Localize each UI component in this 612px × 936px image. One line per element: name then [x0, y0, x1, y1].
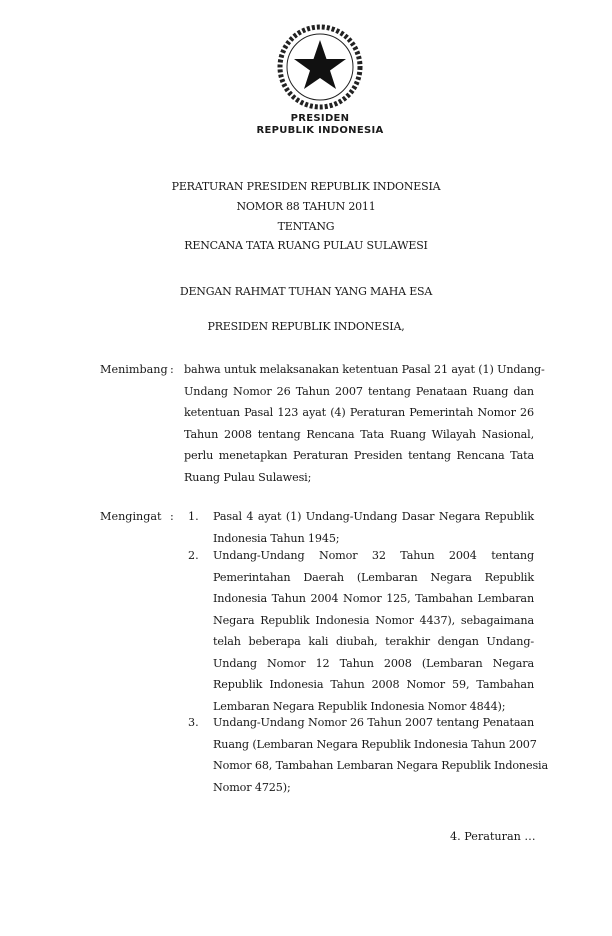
text-line: bahwa untuk melaksanakan ketentuan Pasal 21 ayat (1) Undang-: [184, 363, 545, 376]
text-line: ketentuan Pasal 123 ayat (4) Peraturan Pemerintah Nomor 26: [184, 406, 534, 419]
list-item-number: 3.: [188, 716, 199, 729]
text-line: Undang-Undang Nomor 32 Tahun 2004 tentang: [213, 549, 534, 562]
text-line: Tahun 2008 tentang Rencana Tata Ruang Wilayah Nasional,: [184, 427, 534, 441]
emblem-title: PRESIDEN: [290, 113, 350, 124]
text-line: Ruang (Lembaran Negara Republik Indonesia Tahun 2007: [213, 737, 537, 751]
list-item-number: 1.: [188, 510, 199, 523]
menimbang-colon: :: [170, 363, 174, 376]
regulation-about: TENTANG: [277, 220, 335, 233]
text-line: Pasal 4 ayat (1) Undang-Undang Dasar Negara Republik: [213, 510, 534, 523]
text-line: Nomor 68, Tambahan Lembaran Negara Republik Indonesia: [213, 759, 548, 772]
regulation-title: PERATURAN PRESIDEN REPUBLIK INDONESIA: [171, 180, 441, 193]
menimbang-label: Menimbang: [100, 363, 168, 376]
text-line: Ruang Pulau Sulawesi;: [184, 470, 312, 484]
continuation-text: 4. Peraturan …: [450, 830, 536, 843]
issuer: PRESIDEN REPUBLIK INDONESIA,: [207, 320, 405, 333]
text-line: telah beberapa kali diubah, terakhir dengan Undang-: [213, 635, 534, 648]
text-line: Undang Nomor 26 Tahun 2007 tentang Penataan Ruang dan: [184, 384, 534, 398]
text-line: Pemerintahan Daerah (Lembaran Negara Republik: [213, 570, 534, 584]
emblem-icon: [275, 22, 365, 112]
list-item-number: 2.: [188, 549, 199, 562]
mengingat-label: Mengingat: [100, 510, 162, 523]
mengingat-colon: :: [170, 510, 174, 523]
text-line: Indonesia Tahun 2004 Nomor 125, Tambahan Lembaran: [213, 592, 534, 605]
text-line: Negara Republik Indonesia Nomor 4437), sebagaimana: [213, 613, 534, 627]
text-line: perlu menetapkan Peraturan Presiden tentang Rencana Tata: [184, 449, 534, 462]
regulation-number: NOMOR 88 TAHUN 2011: [236, 200, 376, 213]
regulation-subject: RENCANA TATA RUANG PULAU SULAWESI: [184, 239, 428, 252]
text-line: Republik Indonesia Tahun 2008 Nomor 59, Tambahan: [213, 678, 534, 691]
text-line: Indonesia Tahun 1945;: [213, 531, 340, 545]
blessing: DENGAN RAHMAT TUHAN YANG MAHA ESA: [179, 285, 433, 298]
text-line: Undang-Undang Nomor 26 Tahun 2007 tentang Penataan: [213, 716, 534, 729]
emblem-subtitle: REPUBLIK INDONESIA: [256, 125, 384, 136]
text-line: Lembaran Negara Republik Indonesia Nomor 4844);: [213, 699, 506, 713]
text-line: Nomor 4725);: [213, 780, 291, 794]
text-line: Undang Nomor 12 Tahun 2008 (Lembaran Negara: [213, 656, 534, 670]
